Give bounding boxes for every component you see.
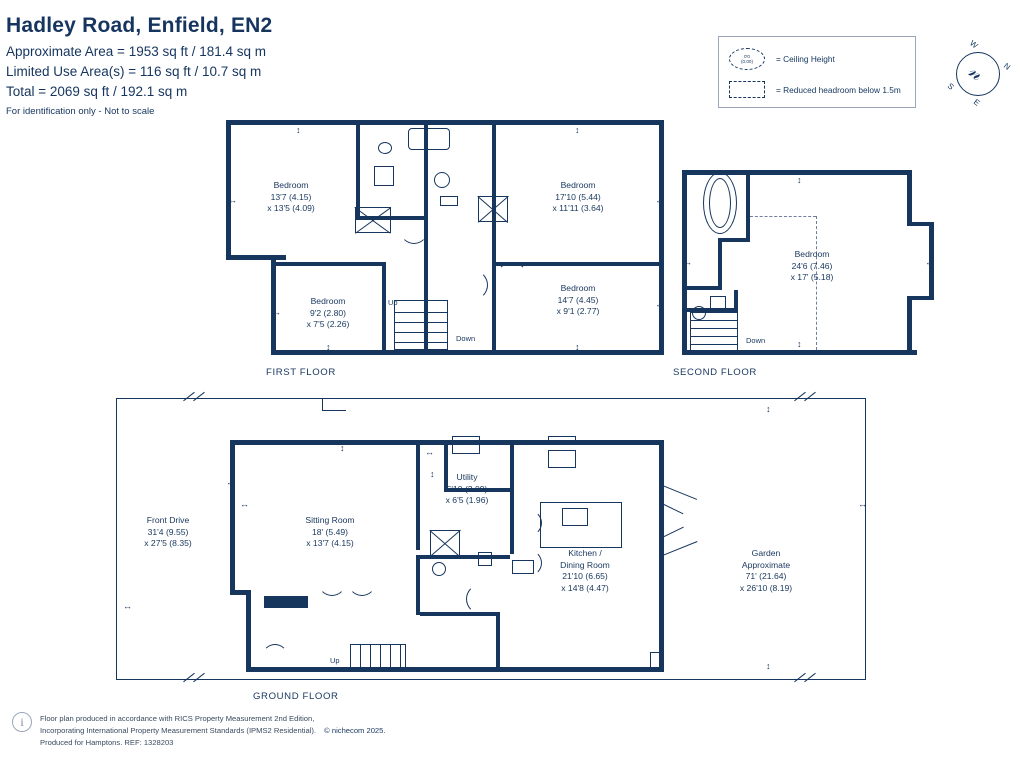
ceiling-badge-line2: (0.00) [740, 59, 753, 64]
dimension-arrow: ↔ [925, 257, 934, 267]
wall [907, 296, 912, 355]
dimension-arrow: ↕ [296, 125, 301, 135]
staircase [690, 312, 738, 352]
wall [271, 255, 276, 355]
dimension-arrow: ↕ [766, 404, 771, 414]
wall [226, 120, 231, 260]
ceiling-height-icon [729, 48, 765, 70]
door-swing-icon [466, 584, 496, 614]
legend-ceiling-label: = Ceiling Height [776, 54, 835, 64]
page-title: Hadley Road, Enfield, EN2 [6, 14, 273, 37]
reduced-headroom-icon [729, 81, 765, 98]
sink-icon [548, 450, 576, 468]
entrance-step [264, 596, 308, 608]
dimension-arrow: ↔ [683, 257, 692, 267]
legend-reduced-headroom-row [729, 81, 901, 98]
footer-line-2a: Incorporating International Property Measurement Standards (IPMS2 Residential). [40, 726, 317, 735]
door-swing-icon [496, 262, 528, 294]
wall [659, 120, 664, 355]
stair-step [394, 312, 448, 313]
opening-line [660, 541, 697, 557]
wall [226, 120, 664, 125]
reduced-headroom-boundary [750, 216, 816, 217]
basin-icon [478, 552, 492, 566]
stair-step [400, 644, 401, 670]
stair-step [394, 332, 448, 333]
wall [420, 612, 500, 616]
stair-step [390, 644, 391, 670]
stair-step [394, 322, 448, 323]
legend-ceiling-height-row [729, 48, 835, 70]
footer-line-2 [40, 726, 386, 735]
compass-south-label: S [945, 81, 956, 92]
ceiling-badge-line1: 0'0 [743, 53, 750, 59]
dimension-arrow: ↕ [575, 342, 580, 352]
room-label: Garden Approximate 71' (21.64) x 26'10 (8.19) [739, 548, 793, 593]
door-swing-icon [348, 568, 376, 596]
room-label: Bedroom 24'6 (7.46) x 17' (5.18) [790, 249, 834, 283]
dimension-arrow: ↕ [766, 661, 771, 671]
dimension-arrow: ↔ [858, 499, 867, 509]
wall [271, 262, 386, 266]
door-swing-icon [318, 568, 346, 596]
wall [492, 125, 496, 265]
bathtub-icon [408, 128, 450, 150]
boundary-tick [322, 398, 323, 410]
boundary-tick [193, 673, 205, 682]
plot-boundary [116, 679, 866, 680]
door-swing-icon [516, 550, 542, 576]
wall [230, 440, 235, 590]
basin-icon [378, 142, 392, 154]
dimension-arrow: ↔ [655, 195, 664, 205]
dimension-arrow: ↔ [425, 447, 434, 457]
basin-icon [440, 196, 458, 206]
footer-line-1: Floor plan produced in accordance with RICS Property Measurement 2nd Edition, [40, 714, 315, 723]
boundary-tick [193, 392, 205, 401]
dimension-arrow: ↔ [272, 307, 281, 317]
opening-line [660, 484, 697, 500]
room-label: Bedroom 9'2 (2.80) x 7'5 (2.26) [306, 296, 350, 330]
dimension-arrow: ↕ [326, 342, 331, 352]
total-area-text: Total = 2069 sq ft / 192.1 sq m [6, 84, 188, 99]
dimension-arrow: ↕ [430, 469, 435, 479]
wall [907, 170, 912, 226]
wall [686, 286, 722, 290]
staircase [350, 644, 406, 670]
plot-boundary [865, 398, 866, 680]
footer-copyright: © nichecom 2025. [324, 726, 386, 735]
legend-reduced-label: = Reduced headroom below 1.5m [776, 84, 901, 95]
wall [416, 440, 420, 550]
wall [416, 555, 420, 615]
dimension-arrow: ↔ [123, 601, 132, 611]
limited-use-area-text: Limited Use Area(s) = 116 sq ft / 10.7 sq m [6, 64, 262, 79]
stair-step [690, 336, 738, 337]
door-swing-icon [400, 216, 428, 244]
wall [356, 120, 360, 220]
compass-rose [945, 38, 1013, 108]
compass-east-label: E [971, 97, 982, 108]
compass-north-label: N [1002, 61, 1013, 72]
wc-icon [374, 166, 394, 186]
door-swing-icon [458, 270, 488, 300]
wall [246, 595, 251, 672]
bathtub-inner [709, 178, 731, 228]
room-label: Kitchen / Dining Room 21'10 (6.65) x 14'8 (4.47) [560, 548, 610, 593]
dimension-arrow: ↔ [655, 299, 664, 309]
dimension-arrow: ↕ [797, 339, 802, 349]
stairs-down-label: Down [456, 334, 476, 343]
room-label: Bedroom 13'7 (4.15) x 13'5 (4.09) [267, 180, 315, 214]
wc-icon [434, 172, 450, 188]
legend-box [718, 36, 916, 108]
boundary-tick [804, 673, 816, 682]
wall [496, 612, 500, 668]
door-swing-icon [516, 510, 542, 536]
room-label: Utility 6'10 (2.09) x 6'5 (1.96) [445, 472, 489, 506]
wall [510, 444, 514, 492]
wall [510, 492, 514, 554]
dimension-arrow: ↕ [575, 125, 580, 135]
stair-step [394, 342, 448, 343]
stair-step [380, 644, 381, 670]
approximate-area-text: Approximate Area = 1953 sq ft / 181.4 sq m [6, 44, 267, 59]
info-icon: i [12, 712, 32, 732]
wall [230, 590, 251, 595]
boundary-tick [804, 392, 816, 401]
wall [746, 170, 750, 240]
room-label: Front Drive 31'4 (9.55) x 27'5 (8.35) [144, 515, 192, 549]
wall [246, 667, 664, 672]
room-label: Sitting Room 18' (5.49) x 13'7 (4.15) [305, 515, 355, 549]
stair-step [690, 328, 738, 329]
stairs-up-label: Up [330, 656, 340, 665]
wc-icon [432, 562, 446, 576]
floor-title: GROUND FLOOR [253, 691, 339, 702]
wall [382, 262, 386, 352]
disclaimer-text: For identification only - Not to scale [6, 106, 155, 117]
boundary-tick [322, 410, 346, 411]
stairs-down-label: Down [746, 336, 766, 345]
window [548, 436, 576, 444]
basin-icon [710, 296, 726, 312]
wall [226, 255, 286, 260]
room-label: Bedroom 17'10 (5.44) x 11'11 (3.64) [552, 180, 604, 214]
stairs-up-label: Up [388, 298, 398, 307]
plot-boundary [116, 398, 866, 399]
footer-line-3: Produced for Hamptons. REF: 1328203 [40, 738, 174, 747]
stair-step [690, 320, 738, 321]
floor-title: SECOND FLOOR [673, 367, 757, 378]
window [452, 436, 480, 444]
stair-step [360, 644, 361, 670]
compass-west-label: W [968, 38, 980, 51]
wall [718, 238, 722, 288]
stair-step [370, 644, 371, 670]
dimension-arrow: ↔ [240, 499, 249, 509]
compass-needle-icon: 𝓃 [964, 60, 989, 86]
floor-title: FIRST FLOOR [266, 367, 336, 378]
door-swing-icon [262, 644, 288, 670]
dimension-arrow: ↔ [228, 195, 237, 205]
dimension-arrow: ↔ [226, 477, 235, 487]
dimension-arrow: ↕ [797, 175, 802, 185]
wall [718, 238, 750, 242]
room-label: Bedroom 14'7 (4.45) x 9'1 (2.77) [556, 283, 600, 317]
dimension-arrow: ↕ [340, 443, 345, 453]
window [650, 652, 660, 670]
stair-step [690, 344, 738, 345]
hob-icon [562, 508, 588, 526]
